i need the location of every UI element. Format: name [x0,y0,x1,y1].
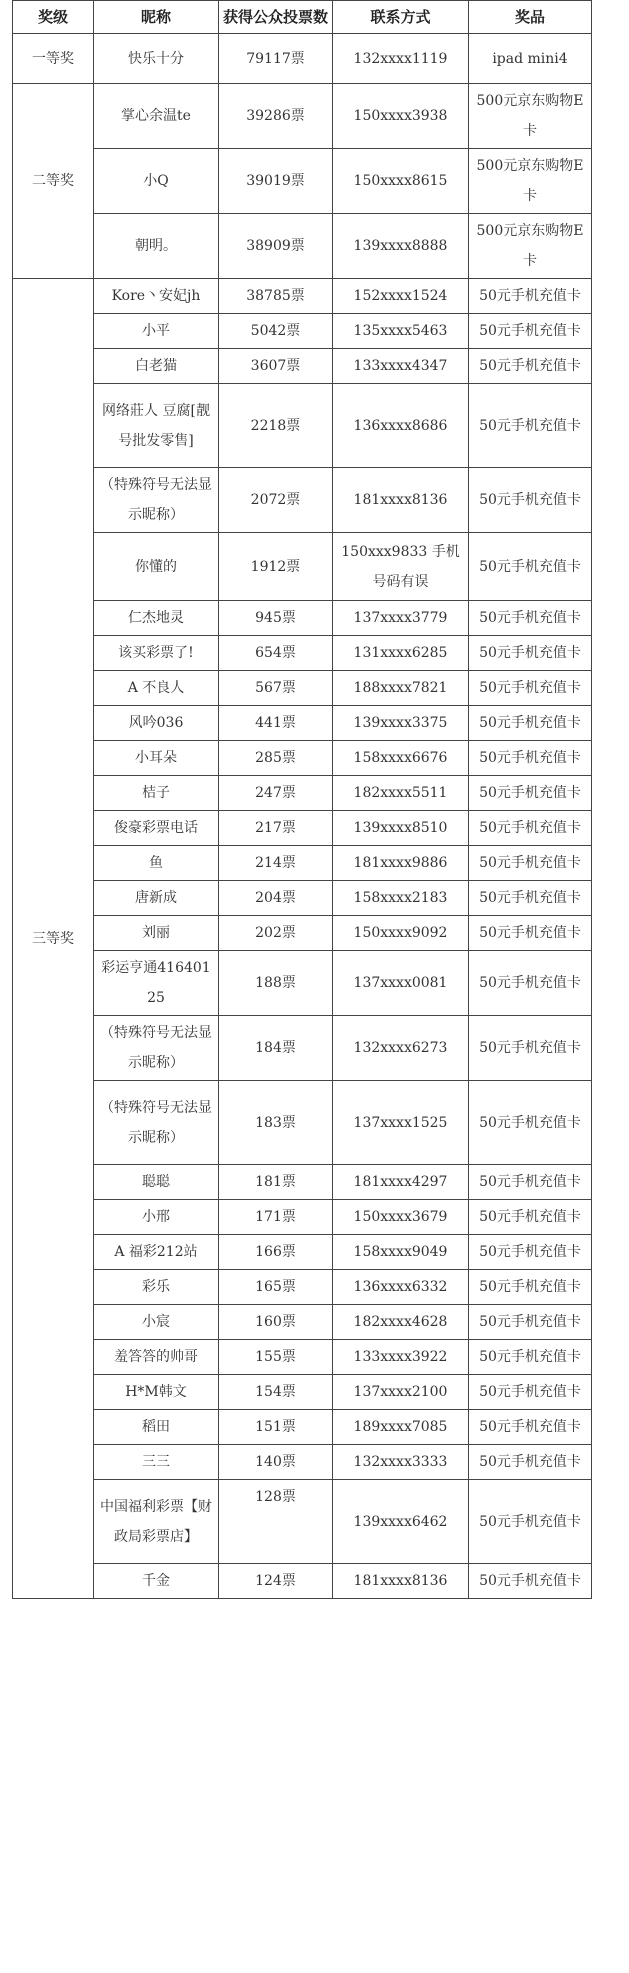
table-row [13,314,592,349]
nickname-cell: 桔子 [94,776,219,811]
contact-cell: 150xxxx3679 [333,1200,469,1235]
votes-cell: 39286票 [219,84,333,149]
header-prize: 奖品 [469,1,592,34]
table-row [13,951,592,1016]
votes-cell: 188票 [219,951,333,1016]
prize-cell: 50元手机充值卡 [469,1445,592,1480]
table-row [13,279,592,314]
nickname-cell: 小耳朵 [94,741,219,776]
prize-cell: 50元手机充值卡 [469,741,592,776]
prize-cell: 500元京东购物E卡 [469,84,592,149]
nickname-cell: A 不良人 [94,671,219,706]
votes-cell: 124票 [219,1564,333,1599]
table-row [13,1305,592,1340]
contact-cell: 182xxxx4628 [333,1305,469,1340]
nickname-cell: 朝明。 [94,214,219,279]
votes-cell: 128票 [219,1480,333,1564]
contact-cell: 131xxxx6285 [333,636,469,671]
prize-cell: 50元手机充值卡 [469,1081,592,1165]
table-row [13,214,592,279]
votes-cell: 171票 [219,1200,333,1235]
votes-cell: 79117票 [219,34,333,84]
nickname-cell: 该买彩票了! [94,636,219,671]
nickname-cell: 聪聪 [94,1165,219,1200]
table-row [13,811,592,846]
table-row [13,1445,592,1480]
prize-cell: 50元手机充值卡 [469,1340,592,1375]
prize-cell: 50元手机充值卡 [469,468,592,533]
votes-cell: 285票 [219,741,333,776]
votes-cell: 441票 [219,706,333,741]
nickname-cell: 千金 [94,1564,219,1599]
prize-cell: 50元手机充值卡 [469,601,592,636]
contact-cell: 181xxxx4297 [333,1165,469,1200]
nickname-cell: 小宸 [94,1305,219,1340]
table-row [13,1235,592,1270]
nickname-cell: 掌心余温te [94,84,219,149]
contact-cell: 137xxxx0081 [333,951,469,1016]
contact-cell: 150xxxx9092 [333,916,469,951]
votes-cell: 945票 [219,601,333,636]
nickname-cell: 白老猫 [94,349,219,384]
votes-cell: 1912票 [219,533,333,601]
contact-cell: 158xxxx2183 [333,881,469,916]
header-votes: 获得公众投票数 [219,1,333,34]
nickname-cell: （特殊符号无法显示昵称） [94,1081,219,1165]
contact-cell: 189xxxx7085 [333,1410,469,1445]
votes-cell: 38785票 [219,279,333,314]
votes-cell: 38909票 [219,214,333,279]
contact-cell: 136xxxx6332 [333,1270,469,1305]
contact-cell: 132xxxx6273 [333,1016,469,1081]
nickname-cell: 俊豪彩票电话 [94,811,219,846]
nickname-cell: 稻田 [94,1410,219,1445]
prize-cell: 50元手机充值卡 [469,776,592,811]
table-row [13,601,592,636]
table-row [13,671,592,706]
table-row [13,1340,592,1375]
votes-cell: 3607票 [219,349,333,384]
table-row [13,384,592,468]
table-row [13,776,592,811]
prize-cell: 50元手机充值卡 [469,706,592,741]
votes-cell: 160票 [219,1305,333,1340]
table-row [13,1200,592,1235]
prize-cell: 50元手机充值卡 [469,1165,592,1200]
table-row [13,1480,592,1564]
nickname-cell: 网络莊人 豆腐[靓号批发零售] [94,384,219,468]
tier-cell: 二等奖 [13,84,94,279]
votes-cell: 2218票 [219,384,333,468]
votes-cell: 5042票 [219,314,333,349]
contact-cell: 188xxxx7821 [333,671,469,706]
prize-cell: 50元手机充值卡 [469,1480,592,1564]
tier-cell: 三等奖 [13,279,94,1599]
prize-cell: 50元手机充值卡 [469,881,592,916]
prize-cell: 50元手机充值卡 [469,349,592,384]
prize-cell: 50元手机充值卡 [469,1200,592,1235]
contact-cell: 182xxxx5511 [333,776,469,811]
prize-cell: 50元手机充值卡 [469,671,592,706]
prize-cell: 50元手机充值卡 [469,1375,592,1410]
nickname-cell: 羞答答的帅哥 [94,1340,219,1375]
nickname-cell: 唐新成 [94,881,219,916]
votes-cell: 181票 [219,1165,333,1200]
prize-cell: 50元手机充值卡 [469,279,592,314]
table-row [13,1016,592,1081]
prize-cell: 50元手机充值卡 [469,916,592,951]
table-row [13,741,592,776]
prize-cell: 50元手机充值卡 [469,533,592,601]
table-row [13,1564,592,1599]
prize-cell: 50元手机充值卡 [469,384,592,468]
prize-cell: 50元手机充值卡 [469,1235,592,1270]
table-row [13,349,592,384]
nickname-cell: A 福彩212站 [94,1235,219,1270]
table-row [13,916,592,951]
contact-cell: 133xxxx3922 [333,1340,469,1375]
nickname-cell: Kore丶安妃jh [94,279,219,314]
nickname-cell: H*M韩文 [94,1375,219,1410]
table-row [13,636,592,671]
header-contact: 联系方式 [333,1,469,34]
contact-cell: 137xxxx2100 [333,1375,469,1410]
table-row [13,149,592,214]
table-row [13,84,592,149]
votes-cell: 654票 [219,636,333,671]
votes-cell: 247票 [219,776,333,811]
prize-cell: ipad mini4 [469,34,592,84]
prize-cell: 50元手机充值卡 [469,1270,592,1305]
table-row [13,1270,592,1305]
prize-cell: 500元京东购物E卡 [469,149,592,214]
prize-cell: 50元手机充值卡 [469,846,592,881]
nickname-cell: （特殊符号无法显示昵称） [94,468,219,533]
votes-cell: 39019票 [219,149,333,214]
contact-cell: 181xxxx9886 [333,846,469,881]
table-row [13,533,592,601]
contact-cell: 150xxxx3938 [333,84,469,149]
votes-cell: 2072票 [219,468,333,533]
votes-cell: 184票 [219,1016,333,1081]
votes-cell: 214票 [219,846,333,881]
contact-cell: 139xxxx8888 [333,214,469,279]
winners-table [12,0,592,1599]
prize-cell: 50元手机充值卡 [469,314,592,349]
table-row [13,1081,592,1165]
contact-cell: 181xxxx8136 [333,1564,469,1599]
prize-cell: 500元京东购物E卡 [469,214,592,279]
table-row [13,846,592,881]
contact-cell: 139xxxx6462 [333,1480,469,1564]
contact-cell: 133xxxx4347 [333,349,469,384]
contact-cell: 181xxxx8136 [333,468,469,533]
nickname-cell: 彩乐 [94,1270,219,1305]
nickname-cell: 仁杰地灵 [94,601,219,636]
table-row [13,1375,592,1410]
contact-cell: 139xxxx8510 [333,811,469,846]
votes-cell: 183票 [219,1081,333,1165]
header-row [13,1,592,34]
votes-cell: 166票 [219,1235,333,1270]
prize-cell: 50元手机充值卡 [469,1564,592,1599]
header-tier: 奖级 [13,1,94,34]
header-nickname: 昵称 [94,1,219,34]
nickname-cell: 小Q [94,149,219,214]
table-row [13,881,592,916]
contact-cell: 150xxxx8615 [333,149,469,214]
prize-cell: 50元手机充值卡 [469,1016,592,1081]
votes-cell: 204票 [219,881,333,916]
nickname-cell: 中国福利彩票【财政局彩票店】 [94,1480,219,1564]
nickname-cell: 快乐十分 [94,34,219,84]
prize-cell: 50元手机充值卡 [469,951,592,1016]
contact-cell: 150xxx9833 手机号码有误 [333,533,469,601]
table-row [13,468,592,533]
nickname-cell: （特殊符号无法显示昵称） [94,1016,219,1081]
votes-cell: 151票 [219,1410,333,1445]
contact-cell: 137xxxx1525 [333,1081,469,1165]
contact-cell: 132xxxx1119 [333,34,469,84]
table-row [13,1165,592,1200]
contact-cell: 158xxxx9049 [333,1235,469,1270]
votes-cell: 154票 [219,1375,333,1410]
prize-cell: 50元手机充值卡 [469,1410,592,1445]
prize-cell: 50元手机充值卡 [469,811,592,846]
votes-cell: 202票 [219,916,333,951]
contact-cell: 132xxxx3333 [333,1445,469,1480]
nickname-cell: 鱼 [94,846,219,881]
nickname-cell: 刘丽 [94,916,219,951]
prize-cell: 50元手机充值卡 [469,1305,592,1340]
nickname-cell: 彩运亨通41640125 [94,951,219,1016]
votes-cell: 155票 [219,1340,333,1375]
votes-cell: 217票 [219,811,333,846]
contact-cell: 137xxxx3779 [333,601,469,636]
contact-cell: 152xxxx1524 [333,279,469,314]
votes-cell: 567票 [219,671,333,706]
prize-cell: 50元手机充值卡 [469,636,592,671]
votes-cell: 165票 [219,1270,333,1305]
table-row [13,34,592,84]
contact-cell: 135xxxx5463 [333,314,469,349]
contact-cell: 139xxxx3375 [333,706,469,741]
nickname-cell: 风吟036 [94,706,219,741]
nickname-cell: 三三 [94,1445,219,1480]
table-row [13,706,592,741]
contact-cell: 158xxxx6676 [333,741,469,776]
votes-cell: 140票 [219,1445,333,1480]
nickname-cell: 你懂的 [94,533,219,601]
contact-cell: 136xxxx8686 [333,384,469,468]
nickname-cell: 小邢 [94,1200,219,1235]
table-row [13,1410,592,1445]
table-body [13,34,592,1599]
tier-cell: 一等奖 [13,34,94,84]
nickname-cell: 小平 [94,314,219,349]
